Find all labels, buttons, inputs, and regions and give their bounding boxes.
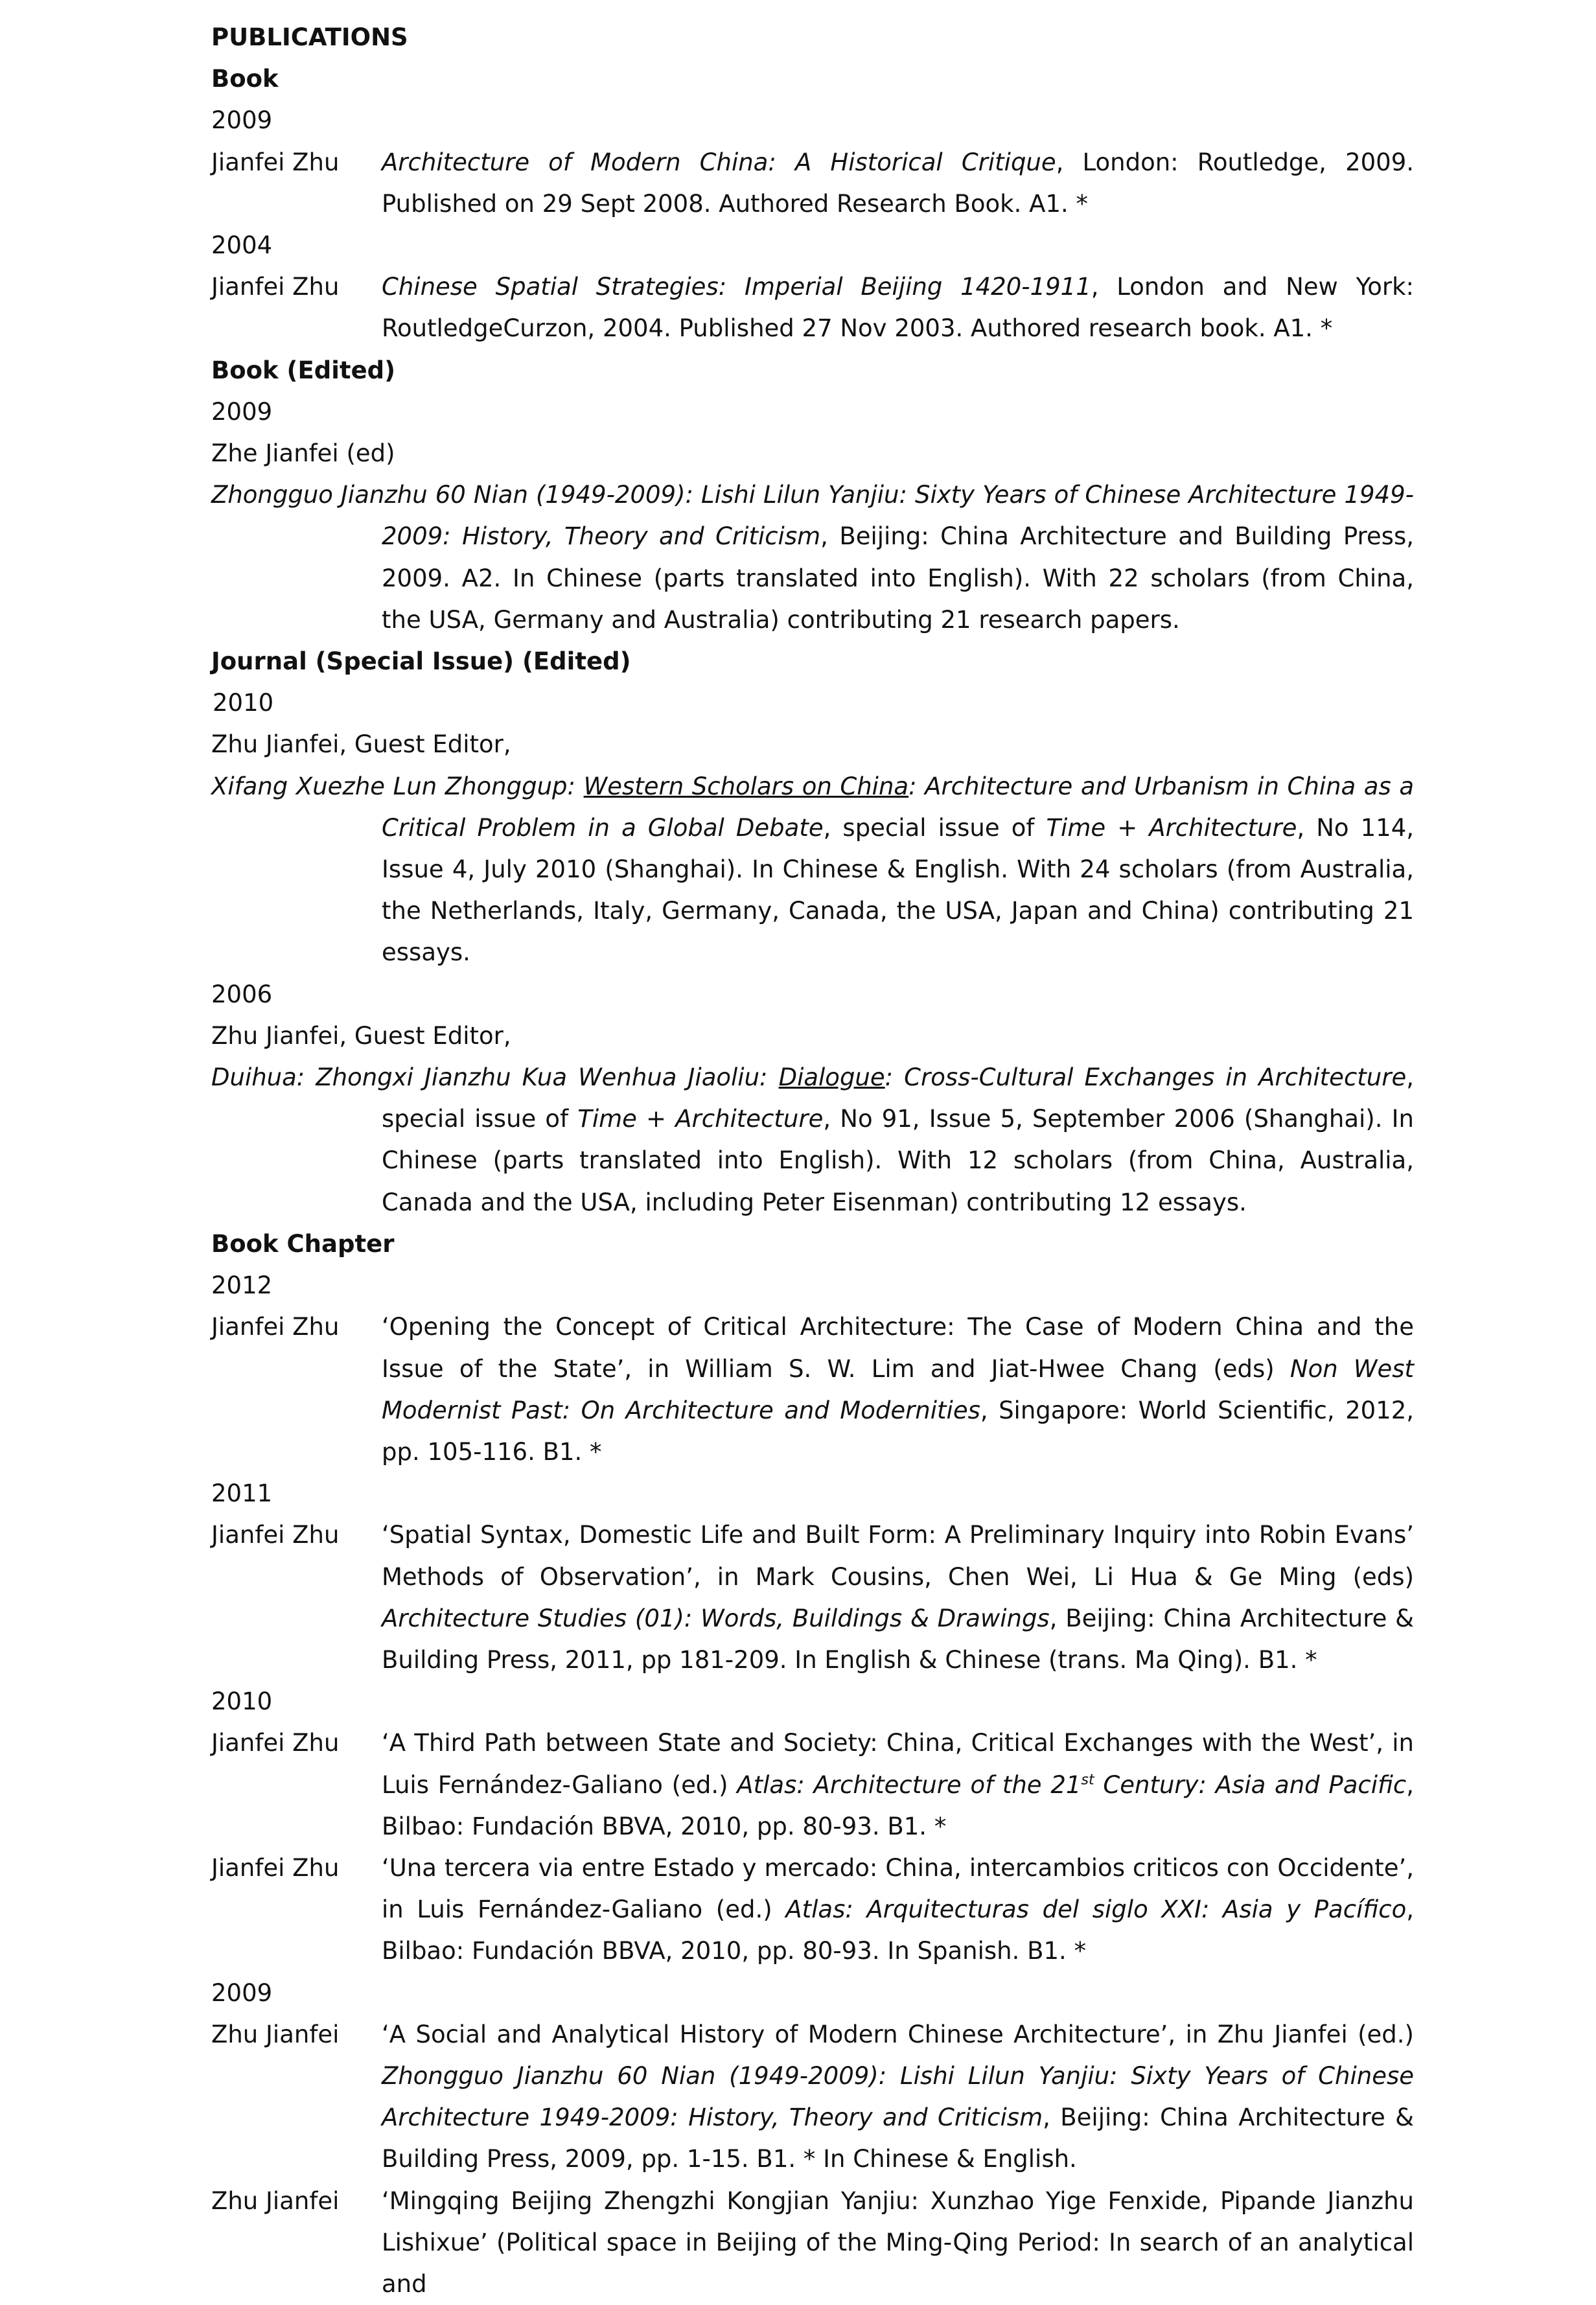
publication-entry <box>211 1306 1414 1473</box>
citation-text: ‘A Social and Analytical History of Modern Chinese Architecture’, in Zhu Jianfei (ed.) Zhongguo Jianzhu 60 Nian (1949-2009): Lishi Lilun Yanjiu: Sixty Years of Chinese Architecture 1949-2009: History, Theory and Criticism, Beijing: China Architecture & Building Press, 2009, pp. 1-15. B1. * In Chinese & English. <box>382 2020 1414 2173</box>
citation-text: ‘Una tercera via entre Estado y mercado: China, intercambios criticos con Occidente’, in Luis Fernández-Galiano (ed.) Atlas: Arquitecturas del siglo XXI: Asia y Pacífico, Bilbao: Fundación BBVA, 2010, pp. 80-93. In Spanish. B1. * <box>382 1853 1415 1965</box>
year-label: 2012 <box>211 1271 273 1300</box>
citation-text: ‘Opening the Concept of Critical Architecture: The Case of Modern China and the Issue of the State’, in William S. W. Lim and Jiat-Hwee Chang (eds) Non West Modernist Past: On Architecture and Modernities, Singapore: World Scientific, 2012, pp. 105-116. B1. * <box>382 1313 1414 1466</box>
year-label: 2010 <box>213 689 274 717</box>
editor-line: Zhe Jianfei (ed) <box>211 439 395 468</box>
page-title: PUBLICATIONS <box>211 23 408 51</box>
year-label: 2009 <box>211 1978 273 2007</box>
section-heading-journal: Journal (Special Issue) (Edited) <box>211 647 631 676</box>
citation-text: ‘Mingqing Beijing Zhengzhi Kongjian Yanjiu: Xunzhao Yige Fenxide, Pipande Jianzhu Lishixue’ (Political space in Beijing of the Ming-Qing Period: In search of an analytical and <box>382 2186 1414 2298</box>
year-label: 2009 <box>211 106 273 135</box>
citation-text: ‘Spatial Syntax, Domestic Life and Built Form: A Preliminary Inquiry into Robin Evans’ Methods of Observation’, in Mark Cousins, Chen Wei, Li Hua & Ge Ming (eds) Architecture Studies (01): Words, Buildings & Drawings, Beijing: China Architecture & Building Press, 2011, pp 181-209. In English & Chinese (trans. Ma Qing). B1. * <box>382 1521 1414 1674</box>
publication-entry <box>211 1847 1414 1973</box>
year-label: 2011 <box>211 1479 273 1508</box>
year-label: 2010 <box>211 1687 273 1716</box>
section-heading-book: Book <box>211 65 279 93</box>
year-label: 2009 <box>211 397 273 426</box>
author-name: Jianfei Zhu <box>211 148 340 176</box>
section-heading-book-chapter: Book Chapter <box>211 1229 395 1258</box>
year-label: 2006 <box>211 980 273 1008</box>
author-name: Jianfei Zhu <box>211 1853 340 1882</box>
citation-text: Xifang Xuezhe Lun Zhonggup: Western Scholars on China: Architecture and Urbanism in China as a Critical Problem in a Global Debate, special issue of Time + Architecture, No 114, Issue 4, July 2010 (Shanghai). In Chinese & English. With 24 scholars (from Australia, the Netherlands, Italy, Germany, Canada, the USA, Japan and China) contributing 21 essays. <box>211 772 1415 967</box>
citation-text: Duihua: Zhongxi Jianzhu Kua Wenhua Jiaoliu: Dialogue: Cross-Cultural Exchanges in Architecture, special issue of Time + Architecture, No 91, Issue 5, September 2006 (Shanghai). In Chinese (parts translated into English). With 12 scholars (from China, Australia, Canada and the USA, including Peter Eisenman) contributing 12 essays. <box>211 1063 1414 1216</box>
publication-entry <box>211 142 1414 225</box>
publication-entry <box>211 2014 1414 2181</box>
publication-entry <box>211 1514 1414 1681</box>
publications-document <box>211 17 1414 2305</box>
citation-text: Zhongguo Jianzhu 60 Nian (1949-2009): Lishi Lilun Yanjiu: Sixty Years of Chinese Architecture 1949-2009: History, Theory and Criticism, Beijing: China Architecture and Building Press, 2009. A2. In Chinese (parts translated into English). With 22 scholars (from China, the USA, Germany and Australia) contributing 21 research papers. <box>211 481 1414 634</box>
author-name: Jianfei Zhu <box>211 273 340 301</box>
author-name: Zhu Jianfei <box>211 2020 340 2048</box>
author-name: Jianfei Zhu <box>211 1729 340 1757</box>
editor-line: Zhu Jianfei, Guest Editor, <box>211 1021 511 1050</box>
author-name: Jianfei Zhu <box>211 1521 340 1549</box>
author-name: Jianfei Zhu <box>211 1313 340 1341</box>
citation-text: Chinese Spatial Strategies: Imperial Beijing 1420-1911, London and New York: RoutledgeCurzon, 2004. Published 27 Nov 2003. Authored research book. A1. * <box>382 273 1414 343</box>
year-label: 2004 <box>211 231 273 260</box>
editor-line: Zhu Jianfei, Guest Editor, <box>211 730 511 759</box>
citation-text: ‘A Third Path between State and Society: China, Critical Exchanges with the West’, in Luis Fernández-Galiano (ed.) Atlas: Architecture of the 21st Century: Asia and Pacific, Bilbao: Fundación BBVA, 2010, pp. 80-93. B1. * <box>382 1729 1414 1840</box>
author-name: Zhu Jianfei <box>211 2186 340 2215</box>
publication-entry <box>211 266 1414 349</box>
citation-text: Architecture of Modern China: A Historical Critique, London: Routledge, 2009. Published on 29 Sept 2008. Authored Research Book. A1. * <box>382 148 1415 218</box>
section-heading-book-edited: Book (Edited) <box>211 356 396 384</box>
publication-entry <box>211 1722 1414 1847</box>
publication-entry <box>211 2181 1414 2305</box>
